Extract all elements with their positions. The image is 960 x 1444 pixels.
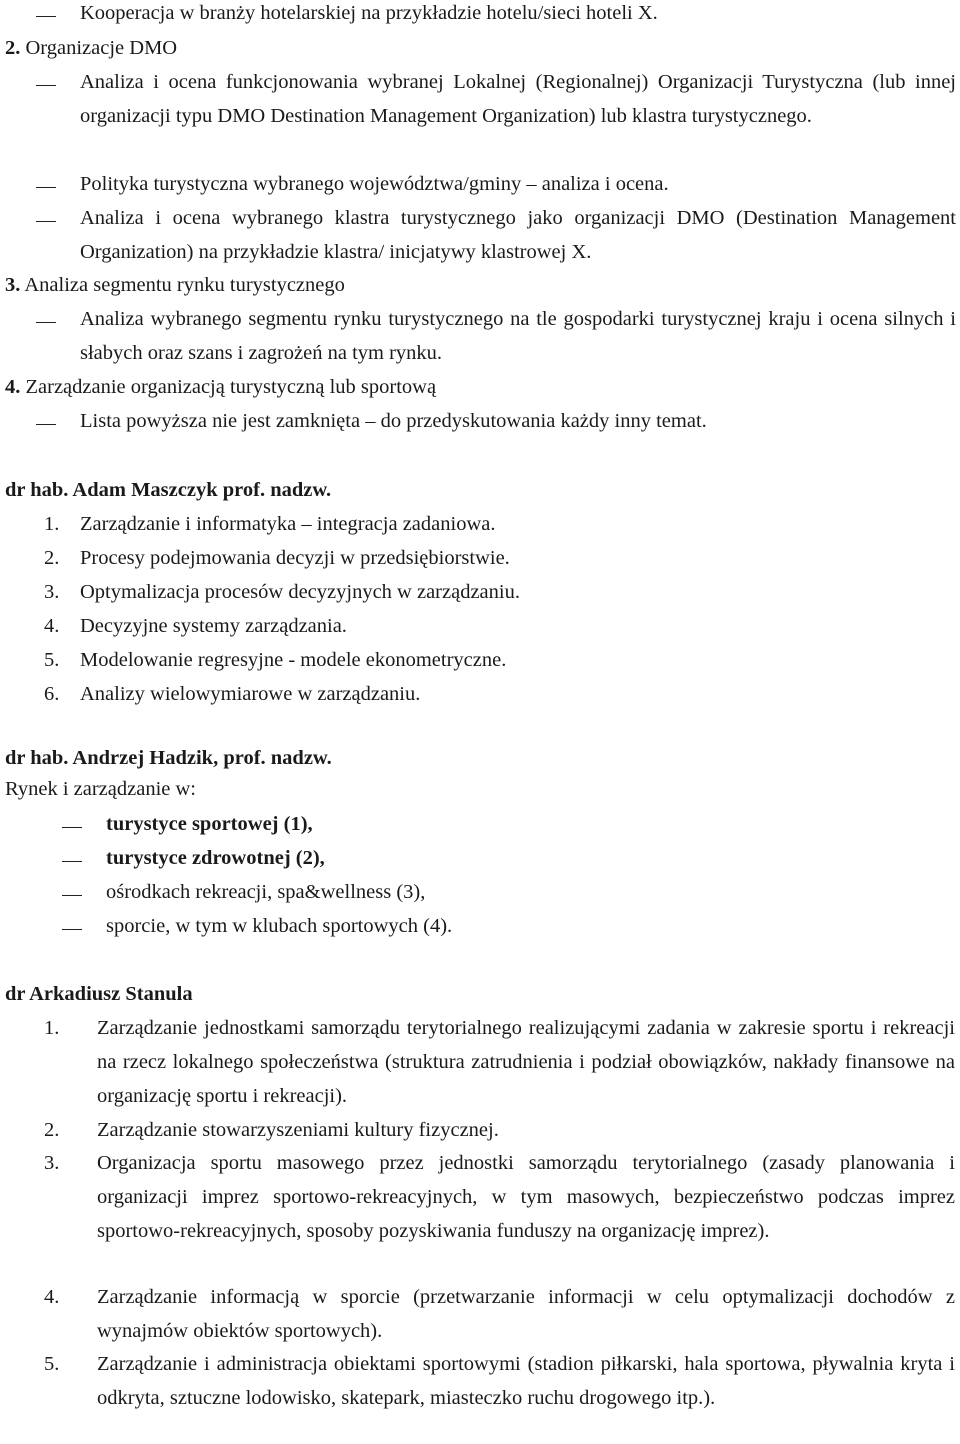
list-number: 3. [44,1152,60,1174]
bullet-analiza-lot: Analiza i ocena funkcjonowania wybranej Lokalnej (Regionalnej) Organizacji Turystyczna (lub innej organizacji typu DMO Destination Management Organization) lub klastra turystycznego. [80,71,956,127]
list-number: 4. [44,615,60,637]
dash-bullet [62,827,82,828]
heading-4-number: 4. [5,376,21,398]
list-number: 1. [44,1017,60,1039]
bullet-klaster: Analiza i ocena wybranego klastra turystycznego jako organizacji DMO (Destination Management Organization) na przykładzie klastra/ inicjatywy klastrowej X. [80,207,956,263]
list-item: Zarządzanie i informatyka – integracja zadaniowa. [80,513,496,535]
list-item: Zarządzanie jednostkami samorządu terytorialnego realizującymi zadania w zakresie sportu i rekreacji na rzecz lokalnego społeczeństwa (struktura zatrudnienia i podział obowiązków, nakłady finansowe na organizację sportu i rekreacji). [97,1017,955,1107]
dash-bullet [62,861,82,862]
list-number: 5. [44,649,60,671]
list-item: Analizy wielowymiarowe w zarządzaniu. [80,683,421,705]
dash-bullet [62,929,82,930]
dash-bullet [36,221,56,222]
list-item: Zarządzanie i administracja obiektami sportowymi (stadion piłkarski, hala sportowa, pływalnia kryta i odkryta, sztuczne lodowisko, skatepark, miasteczko ruchu drogowego itp.). [97,1353,955,1409]
dash-bullet [36,424,56,425]
list-item: turystyce zdrowotnej (2), [106,847,325,869]
list-item: turystyce sportowej (1), [106,813,313,835]
heading-2-text: Organizacje DMO [25,37,178,59]
supervisor-maszczyk-name [5,473,331,507]
dash-bullet [36,322,56,323]
list-item: Organizacja sportu masowego przez jednostki samorządu terytorialnego (zasady planowania i organizacji imprez sportowo-rekreacyjnych, w tym masowych, bezpieczeństwo podczas imprez sportowo-rekreacyjnych, sposoby pozyskiwania funduszy na organizację imprez). [97,1152,955,1242]
list-item: Zarządzanie informacją w sporcie (przetwarzanie informacji w celu optymalizacji dochodów z wynajmów obiektów sportowych). [97,1286,955,1342]
supervisor-hadzik-name [5,741,332,775]
list-number: 6. [44,683,60,705]
list-number: 5. [44,1353,60,1375]
list-item: Zarządzanie stowarzyszeniami kultury fizycznej. [97,1119,499,1141]
list-item: Optymalizacja procesów decyzyjnych w zarządzaniu. [80,581,520,603]
dash-bullet [62,895,82,896]
supervisor-name-text: dr Arkadiusz Stanula [5,983,193,1005]
supervisor-name-text: dr hab. Adam Maszczyk prof. nadzw. [5,479,332,501]
bullet-segment: Analiza wybranego segmentu rynku turystycznego na tle gospodarki turystycznej kraju i ocena silnych i słabych oraz szans i zagrożeń na tym rynku. [80,308,956,364]
dash-bullet [36,16,56,17]
dash-bullet [36,187,56,188]
heading-2-number: 2. [5,37,21,59]
hadzik-intro: Rynek i zarządzanie w: [5,778,196,800]
supervisor-name-text: dr hab. Andrzej Hadzik, prof. nadzw. [5,747,332,769]
supervisor-stanula-name [5,977,193,1011]
list-item: Modelowanie regresyjne - modele ekonometryczne. [80,649,507,671]
dash-bullet [36,85,56,86]
list-number: 4. [44,1286,60,1308]
heading-3-text: Analiza segmentu rynku turystycznego [24,274,345,296]
list-number: 2. [44,1119,60,1141]
list-item: Decyzyjne systemy zarządzania. [80,615,347,637]
list-item: sporcie, w tym w klubach sportowych (4). [106,915,453,937]
list-item: Procesy podejmowania decyzji w przedsiębiorstwie. [80,547,510,569]
list-number: 1. [44,513,60,535]
heading-4 [5,370,436,404]
bullet-lista: Lista powyższa nie jest zamknięta – do przedyskutowania każdy inny temat. [80,410,707,432]
bullet-kooperacja: Kooperacja w branży hotelarskiej na przykładzie hotelu/sieci hoteli X. [80,2,658,24]
heading-3-number: 3. [5,274,21,296]
heading-4-text: Zarządzanie organizacją turystyczną lub sportową [25,376,437,398]
list-number: 2. [44,547,60,569]
list-item: ośrodkach rekreacji, spa&wellness (3), [106,881,426,903]
heading-3 [5,268,345,302]
heading-2 [5,31,177,65]
bullet-polityka: Polityka turystyczna wybranego województwa/gminy – analiza i ocena. [80,173,669,195]
list-number: 3. [44,581,60,603]
